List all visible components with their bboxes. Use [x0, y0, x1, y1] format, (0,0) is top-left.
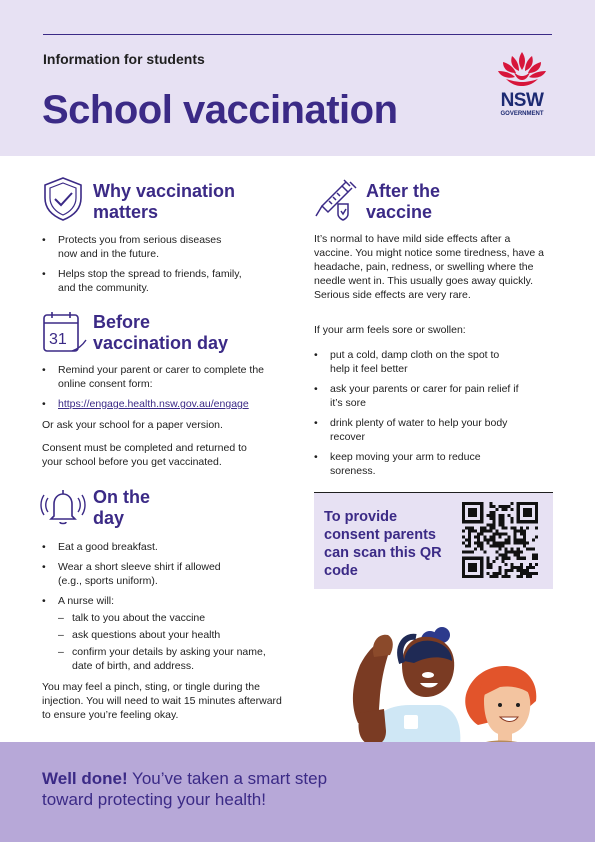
- why-list: [42, 233, 242, 301]
- onday-title-line-1: On the: [93, 487, 150, 507]
- onday-title: [93, 487, 243, 529]
- qr-consent-box: [314, 492, 553, 589]
- syringe-icon: [312, 176, 358, 222]
- onday-para: You may feel a pinch, sting, or tingle during the injection. You will need to wait 15 minutes afterward to ensure you’re feeling okay.: [42, 681, 282, 721]
- before-title-line-2: vaccination day: [93, 333, 229, 353]
- before-para-1: Or ask your school for a paper version.: [42, 419, 223, 431]
- logo-nsw-text: NSW: [500, 90, 544, 111]
- calendar-number: 31: [49, 331, 67, 348]
- footer-rest: You’ve taken a smart step toward protecting your health!: [42, 769, 328, 809]
- list-item: • Eat a good breakfast.: [42, 540, 282, 554]
- before-para-2: Consent must be completed and returned to your school before you get vaccinated.: [42, 442, 247, 468]
- list-item: • Helps stop the spread to friends, family, and the community.: [42, 267, 242, 295]
- header-kicker: Information for students: [43, 51, 205, 67]
- after-para-2: If your arm feels sore or swollen:: [314, 324, 466, 336]
- qr-box-rule: [314, 492, 553, 493]
- sublist-item: – ask questions about your health: [42, 628, 272, 642]
- nurse-sublist: [42, 611, 282, 673]
- qr-consent-text: To provide consent parents can scan this QR code: [324, 509, 442, 579]
- qr-code[interactable]: [462, 502, 538, 578]
- list-item: • Wear a short sleeve shirt if allowed (e.g., sports uniform).: [42, 560, 282, 588]
- list-item: • keep moving your arm to reduce soreness.: [314, 450, 519, 478]
- onday-list: [42, 540, 282, 676]
- after-list: [314, 348, 519, 484]
- list-item: • A nurse will:: [42, 594, 282, 608]
- bell-ringing-icon: [40, 486, 86, 528]
- waratah-icon: [492, 50, 552, 90]
- after-title-line-1: After the: [366, 181, 441, 201]
- footer-message: [42, 768, 362, 810]
- page-title: School vaccination: [42, 88, 398, 132]
- nsw-government-logo: [492, 50, 552, 122]
- before-list: [42, 363, 277, 417]
- footer-bold: Well done!: [42, 769, 128, 788]
- list-item: • put a cold, damp cloth on the spot to help it feel better: [314, 348, 519, 376]
- why-title-line-2: matters: [93, 202, 159, 222]
- list-item: • drink plenty of water to help your body recover: [314, 416, 519, 444]
- why-title-line-1: Why vaccination: [93, 181, 236, 201]
- logo-government-text: GOVERNMENT: [500, 111, 544, 117]
- sublist-item: – talk to you about the vaccine: [42, 611, 272, 625]
- before-title: [93, 312, 293, 354]
- footer-banner: [0, 742, 595, 842]
- list-item: • Protects you from serious diseases now and in the future.: [42, 233, 242, 261]
- after-title: [366, 181, 546, 223]
- list-item: • ask your parents or carer for pain relief if it’s sore: [314, 382, 519, 410]
- list-item: • Remind your parent or carer to complete the online consent form:: [42, 363, 277, 391]
- after-title-line-2: vaccine: [366, 202, 433, 222]
- before-title-line-1: Before: [93, 312, 151, 332]
- header-banner: [0, 0, 595, 156]
- header-rule: [43, 34, 552, 35]
- why-title: [93, 181, 283, 223]
- calendar-icon: [42, 310, 88, 356]
- after-para-1: It’s normal to have mild side effects after a vaccine. You might notice some tiredness, have a headache, pain, redness, or swelling where the needle went in. This usually goes away quickly. Serious side effects are very rare.: [314, 233, 544, 301]
- sublist-item: – confirm your details by asking your name, date of birth, and address.: [42, 645, 272, 673]
- shield-check-icon: [42, 176, 84, 222]
- onday-title-line-2: day: [93, 508, 125, 528]
- consent-form-link[interactable]: https://engage.health.nsw.gov.au/engage: [58, 398, 249, 410]
